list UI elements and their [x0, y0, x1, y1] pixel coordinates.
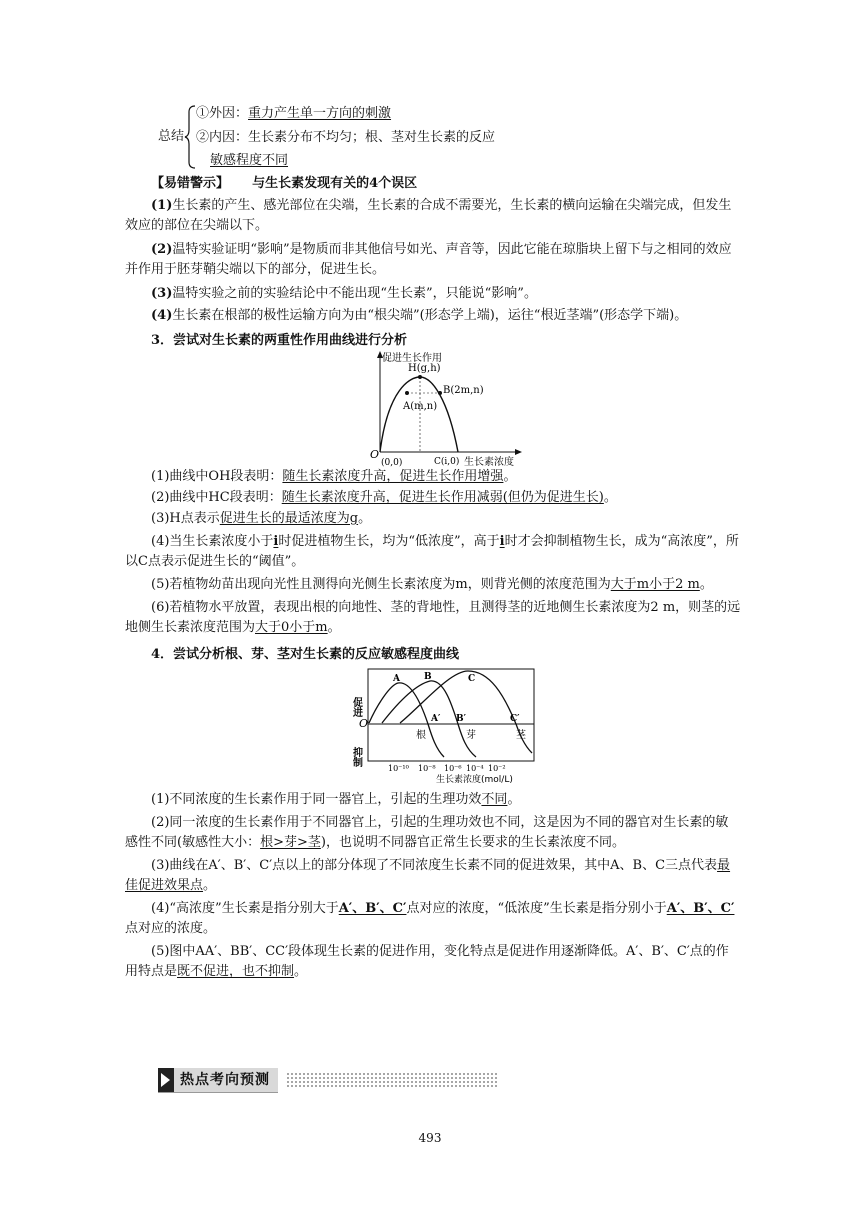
organ-sensitivity-figure: [352, 665, 538, 783]
summary-block: [158, 104, 718, 170]
s3-item-3: (3)H点表示促进生长的最适浓度为g。: [151, 511, 372, 526]
dotted-rule: [286, 1072, 498, 1088]
fig2-peak-b: B: [424, 672, 432, 682]
fig2-zero-a: A′: [431, 714, 441, 724]
fig2-peak-c: C: [468, 674, 476, 684]
fig1-x-arrow-icon: [515, 449, 522, 455]
warning-tag: 【易错警示】: [151, 176, 230, 191]
fig2-zero-c: C′: [510, 714, 520, 724]
fig2-zero-b: B′: [456, 714, 466, 724]
fig1-point-b: [438, 391, 442, 395]
fig1-label-b: B(2m,n): [443, 385, 484, 396]
fig2-peak-a: A: [393, 674, 400, 684]
page-number: 493: [418, 1131, 442, 1145]
fig1-origin: O: [370, 448, 380, 461]
s4-item-2: (2)同一浓度的生长素作用于不同器官上，引起的生理功效也不同，这是因为不同的器官对生长素的敏感性不同(敏感性大小：根>芽>茎)，也说明不同器官正常生长要求的生长素浓度不同。: [125, 815, 729, 850]
warning-item-2: (2)温特实验证明“影响”是物质而非其他信号如光、声音等，因此它能在琼脂块上留下与之相同的效应并作用于胚芽鞘尖端以下的部分，促进生长。: [125, 242, 732, 277]
fig1-point-a: [405, 391, 409, 395]
fig1-label-h: H(g,h): [408, 363, 441, 374]
summary-line-1: ①外因：重力产生单一方向的刺激: [196, 106, 392, 121]
warning-title: 与生长素发现有关的4个误区: [252, 176, 418, 191]
warning-item-1: (1)生长素的产生、感光部位在尖端，生长素的合成不需要光，生长素的横向运输在尖端完成，但发生效应的部位在尖端以下。: [125, 198, 732, 233]
warning-heading: [125, 174, 741, 194]
chevron-right-icon: [158, 1068, 174, 1092]
section4-heading: 4．尝试分析根、芽、茎对生长素的反应敏感程度曲线: [151, 647, 460, 662]
fig2-tick-4: 10⁻⁴: [466, 764, 484, 773]
fig1-label-o: (0,0): [381, 458, 403, 468]
fig1-point-h: [418, 375, 422, 379]
s4-item-1: (1)不同浓度的生长素作用于同一器官上，引起的生理功效不同。: [151, 792, 521, 807]
fig2-tick-2: 10⁻⁸: [418, 764, 436, 773]
summary-label: 总结: [158, 129, 185, 144]
hotspot-banner: [158, 1068, 518, 1094]
s4-item-3: (3)曲线在A′、B′、C′点以上的部分体现了不同浓度生长素不同的促进效果，其中A、B、C三点代表最佳促进效果点。: [125, 858, 731, 893]
section3-heading: 3．尝试对生长素的两重性作用曲线进行分析: [151, 333, 408, 348]
summary-line-2: ②内因：生长素分布不均匀；根、茎对生长素的反应: [196, 130, 496, 145]
s4-item-4: (4)“高浓度”生长素是指分别大于A′、B′、C′点对应的浓度，“低浓度”生长素是指分别小于A′、B′、C′点对应的浓度。: [125, 901, 735, 936]
summary-line-3: 敏感程度不同: [210, 153, 289, 168]
section3-items: [125, 467, 741, 638]
s3-item-5: (5)若植物幼苗出现向光性且测得向光侧生长素浓度为m，则背光侧的浓度范围为大于m小于2 m。: [151, 577, 713, 592]
fig1-y-label: 促进生长作用: [382, 353, 442, 364]
fig2-tick-3: 10⁻⁶: [444, 764, 462, 773]
hotspot-label: 热点考向预测: [180, 1072, 270, 1088]
fig1-label-c: C(i,0): [434, 457, 460, 467]
fig2-tick-5: 10⁻²: [488, 764, 506, 773]
section4-items: [125, 790, 741, 982]
fig2-origin: O: [359, 717, 369, 730]
fig1-x-label: 生长素浓度: [464, 457, 514, 468]
warning-item-3: (3)温特实验之前的实验结论中不能出现“生长素”，只能说“影响”。: [151, 286, 537, 301]
s3-item-2: (2)曲线中HC段表明：随生长素浓度升高，促进生长作用减弱(但仍为促进生长)。: [151, 490, 617, 505]
s3-item-1: (1)曲线中OH段表明：随生长素浓度升高，促进生长作用增强。: [151, 469, 517, 484]
s3-item-4: (4)当生长素浓度小于i时促进植物生长，均为“低浓度”，高于i时才会抑制植物生长，成为“高浓度”，所以C点表示促进生长的“阈值”。: [125, 534, 739, 569]
fig2-organ-stem: 茎: [516, 730, 526, 741]
fig1-label-a: A(m,n): [403, 401, 438, 412]
fig2-tick-1: 10⁻¹⁰: [388, 764, 409, 773]
warning-item-4: (4)生长素在根部的极性运输方向为由“根尖端”(形态学上端)，运往“根近茎端”(形态学下端)。: [151, 308, 688, 323]
s4-item-5: (5)图中AA′、BB′、CC′段体现生长素的促进作用，变化特点是促进作用逐渐降低。A′、B′、C′点的作用特点是既不促进，也不抑制。: [125, 944, 729, 979]
fig2-organ-bud: 芽: [466, 730, 476, 741]
fig2-y-bottom: 抑制: [350, 747, 362, 767]
s3-item-6: (6)若植物水平放置，表现出根的向地性、茎的背地性，且测得茎的近地侧生长素浓度为2 m，则茎的远地侧生长素浓度范围为大于0小于m。: [125, 600, 741, 635]
fig2-x-label: 生长素浓度(mol/L): [436, 775, 513, 785]
warning-items: [125, 196, 741, 326]
fig2-organ-root: 根: [416, 730, 426, 741]
dual-effect-curve-figure: [370, 349, 530, 467]
fig2-y-top: 促进: [350, 697, 362, 717]
